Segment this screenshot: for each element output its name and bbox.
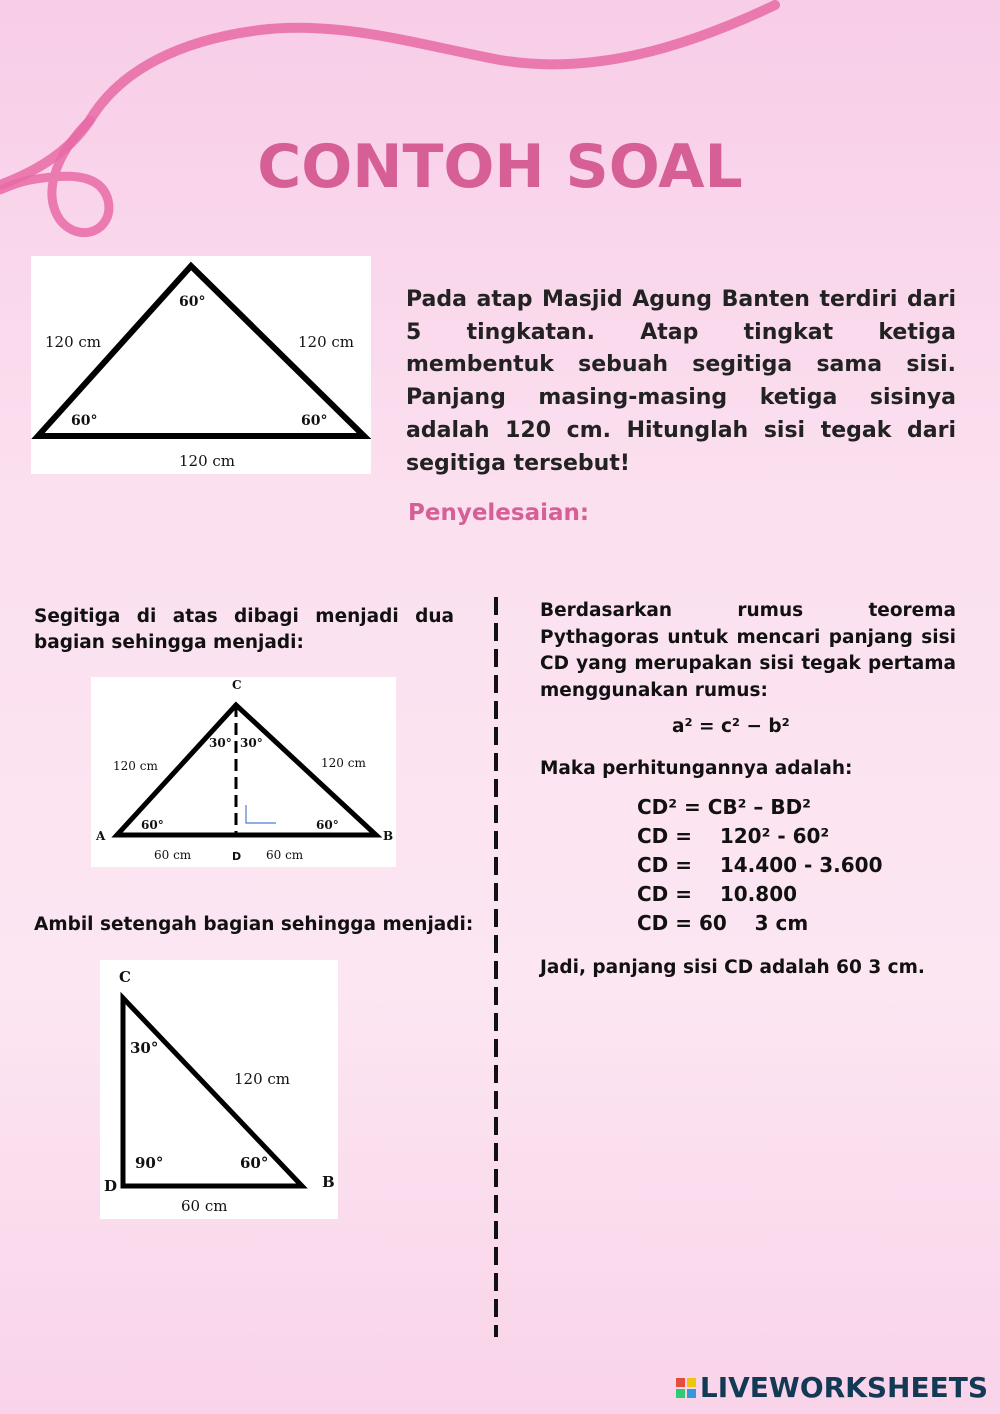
angle-b-label: 60° [316,818,339,832]
angle-c-right-label: 30° [240,736,263,750]
vertex-d-label: D [232,850,242,863]
pythagoras-intro-text: Berdasarkan rumus teorema Pythagoras untuk mencari panjang sisi CD yang merupakan sisi tegak pertama menggunakan rumus: [540,600,956,701]
left-side-label: 120 cm [45,333,102,351]
ribbon-decoration [0,0,800,240]
right-angle-label: 60° [301,413,328,429]
logo-text: LIVEWORKSHEETS [699,1371,988,1404]
right-side-label: 120 cm [321,756,366,770]
right-side-label: 120 cm [298,333,355,351]
split-intro-text: Segitiga di atas dibagi menjadi dua bagian sehingga menjadi: [34,606,454,653]
vertex-d-label: D [104,1177,118,1195]
page-title: CONTOH SOAL [257,132,743,202]
angle-c-left-label: 30° [209,736,232,750]
equilateral-triangle-figure [31,256,371,474]
left-angle-label: 60° [71,413,98,429]
ad-length-label: 60 cm [154,848,192,862]
column-divider [494,597,498,1337]
calc-step-1: CD² = CB² – BD² [637,795,811,819]
pythagoras-formula: a² = c² − b² [672,716,790,737]
calc-step-4: CD = 10.800 [637,882,798,906]
conclusion-text: Jadi, panjang sisi CD adalah 60 3 cm. [540,957,925,978]
db-length-label: 60 cm [266,848,304,862]
problem-text: Pada atap Masjid Agung Banten terdiri dari 5 tingkatan. Atap tingkat ketiga membentuk sebuah segitiga sama sisi. Panjang masing-masing ketiga sisinya adalah 120 cm. Hitunglah sisi tegak dari segitiga tersebut! [406,287,956,476]
vertex-a-label: A [96,829,106,843]
logo-mark-icon [676,1378,696,1398]
calc-step-5: CD = 60 3 cm [637,911,809,935]
angle-a-label: 60° [141,818,164,832]
solution-heading: Penyelesaian: [408,500,590,526]
vertex-b-label: B [383,829,394,843]
calc-step-2: CD = 120² - 60² [637,824,830,848]
top-angle-label: 60° [179,294,206,310]
right-angle-marker [246,805,276,823]
bottom-side-label: 120 cm [179,452,236,470]
angle-c-label: 30° [130,1039,159,1057]
hypotenuse-label: 120 cm [234,1070,291,1088]
vertex-b-label: B [322,1173,335,1191]
half-triangle-text: Ambil setengah bagian sehingga menjadi: [34,914,474,935]
split-triangle-figure [91,677,396,867]
vertex-c-label: C [119,968,131,986]
vertex-c-label: C [232,678,242,692]
triangle-shape [38,266,364,436]
base-label: 60 cm [181,1197,228,1215]
left-side-label: 120 cm [113,759,158,773]
angle-b-label: 60° [240,1154,269,1172]
calc-step-3: CD = 14.400 - 3.600 [637,853,883,877]
liveworksheets-logo [676,1371,988,1404]
right-triangle-figure [100,960,338,1219]
calculation-intro-text: Maka perhitungannya adalah: [540,758,853,779]
angle-d-label: 90° [135,1154,164,1172]
